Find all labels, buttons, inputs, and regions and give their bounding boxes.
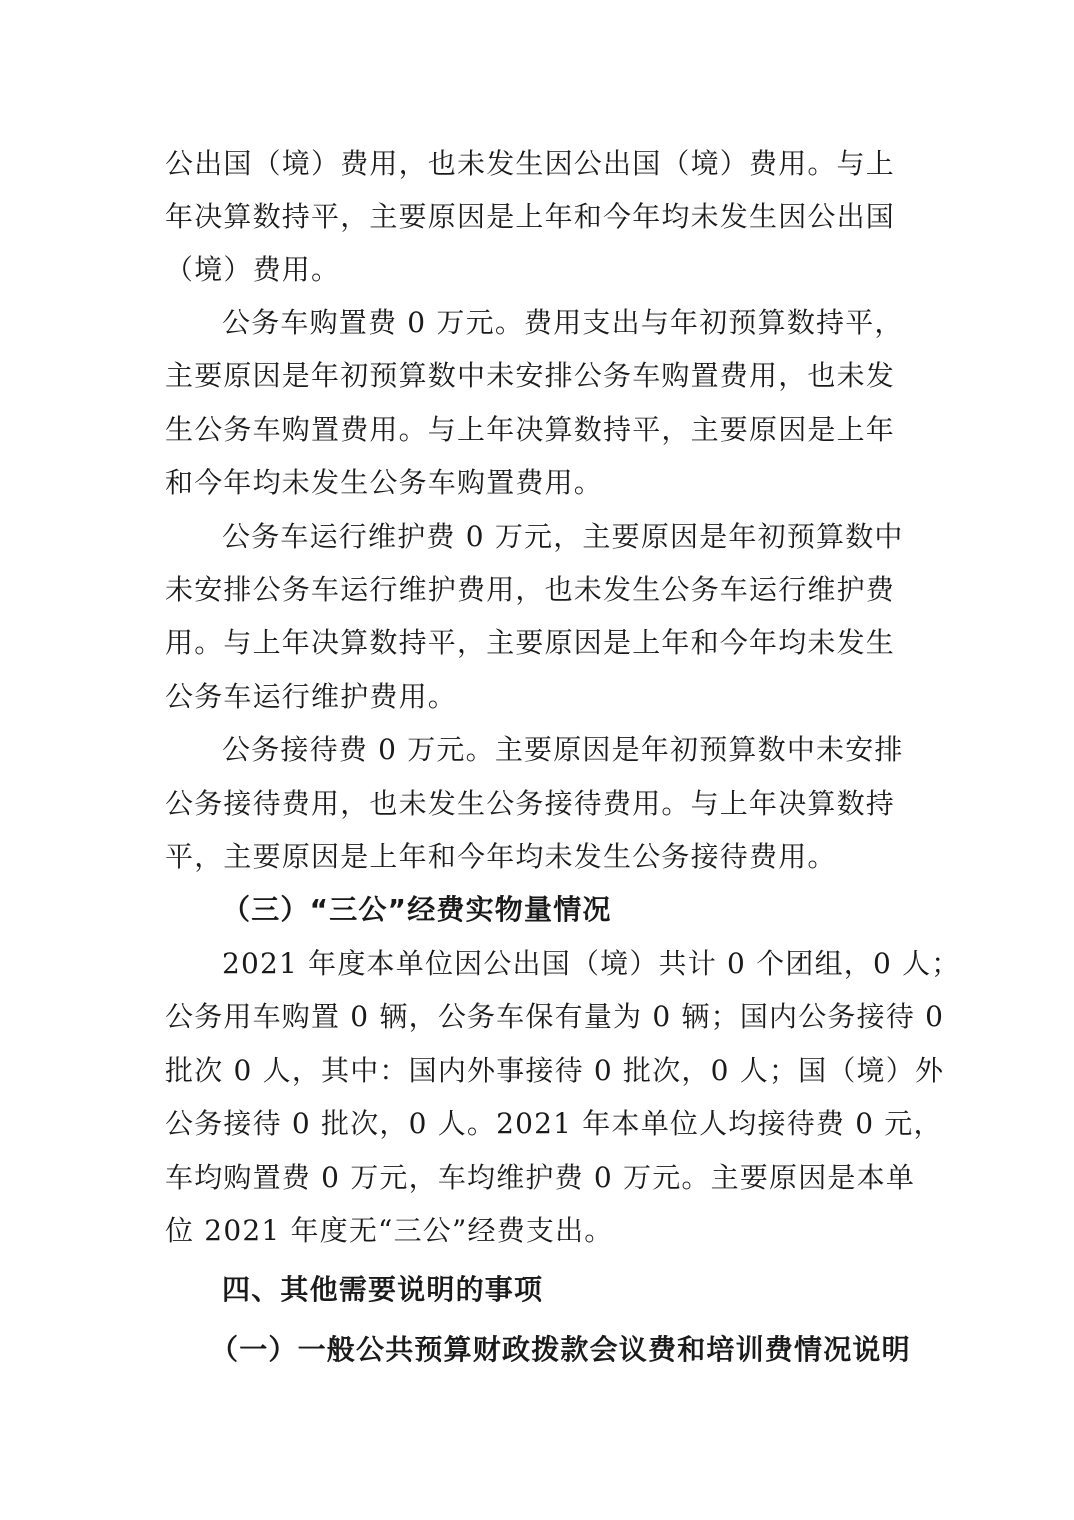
paragraph-start: 公务车购置费 0 万元。费用支出与年初预算数持平， xyxy=(222,306,904,339)
text-line: 公务用车购置 0 辆，公务车保有量为 0 辆；国内公务接待 0 xyxy=(165,1000,945,1033)
text-line: 公务车运行维护费用。 xyxy=(165,680,458,713)
text-line: （境）费用。 xyxy=(165,253,341,286)
text-line: 用。与上年决算数持平，主要原因是上年和今年均未发生 xyxy=(165,626,896,659)
text-line: 平，主要原因是上年和今年均未发生公务接待费用。 xyxy=(165,840,837,873)
text-line: 和今年均未发生公务车购置费用。 xyxy=(165,466,604,499)
text-line: 车均购置费 0 万元，车均维护费 0 万元。主要原因是本单 xyxy=(165,1161,916,1194)
section-heading: 四、其他需要说明的事项 xyxy=(222,1273,544,1306)
subsection-heading: （一）一般公共预算财政拨款会议费和培训费情况说明 xyxy=(210,1333,911,1366)
text-line: 批次 0 人，其中：国内外事接待 0 批次，0 人；国（境）外 xyxy=(165,1054,945,1087)
paragraph-start: 公务接待费 0 万元。主要原因是年初预算数中未安排 xyxy=(222,733,904,766)
text-line: 主要原因是年初预算数中未安排公务车购置费用，也未发 xyxy=(165,359,896,392)
text-line: 公出国（境）费用，也未发生因公出国（境）费用。与上 xyxy=(165,147,896,180)
text-line: 生公务车购置费用。与上年决算数持平，主要原因是上年 xyxy=(165,413,896,446)
text-line: 公务接待费用，也未发生公务接待费用。与上年决算数持 xyxy=(165,787,896,820)
text-line: 未安排公务车运行维护费用，也未发生公务车运行维护费 xyxy=(165,573,896,606)
section-heading: （三）“三公”经费实物量情况 xyxy=(222,893,612,926)
text-line: 年决算数持平，主要原因是上年和今年均未发生因公出国 xyxy=(165,200,896,233)
paragraph-start: 公务车运行维护费 0 万元，主要原因是年初预算数中 xyxy=(222,520,904,553)
text-line: 位 2021 年度无“三公”经费支出。 xyxy=(165,1214,614,1247)
paragraph-start: 2021 年度本单位因公出国（境）共计 0 个团组，0 人； xyxy=(222,947,961,980)
text-line: 公务接待 0 批次，0 人。2021 年本单位人均接待费 0 元， xyxy=(165,1107,943,1140)
